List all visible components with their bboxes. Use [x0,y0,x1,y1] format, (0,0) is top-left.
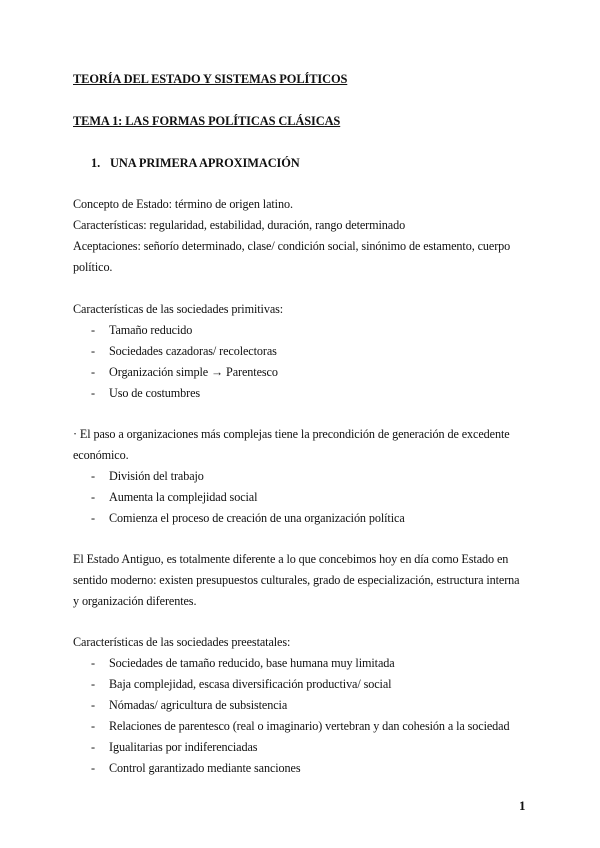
concepto-line: Concepto de Estado: término de origen latino. [73,197,293,211]
bullet-dash: - [91,344,96,358]
antiguo-line-3: y organización diferentes. [73,594,197,608]
list-item: Igualitarias por indiferenciadas [109,740,258,754]
list-item: Sociedades cazadoras/ recolectoras [109,344,277,358]
bullet-dash: - [91,323,96,337]
tema-heading: TEMA 1: LAS FORMAS POLÍTICAS CLÁSICAS [73,114,341,128]
bullet-dash: - [91,469,96,483]
bullet-dash: - [91,761,96,775]
list-item: Nómadas/ agricultura de subsistencia [109,698,288,712]
antiguo-line-2: sentido moderno: existen presupuestos culturales, grado de especialización, estructura interna [73,573,520,587]
preestatales-heading: Características de las sociedades preestatales: [73,635,291,649]
bullet-dash: - [91,719,96,733]
list-item: Comienza el proceso de creación de una organización política [109,511,405,525]
list-item: Relaciones de parentesco (real o imaginario) vertebran y dan cohesión a la sociedad [109,719,510,733]
bullet-dash: - [91,656,96,670]
section-number: 1. [91,156,101,170]
list-item: Aumenta la complejidad social [109,490,258,504]
list-item: Sociedades de tamaño reducido, base humana muy limitada [109,656,395,670]
list-item: Baja complejidad, escasa diversificación productiva/ social [109,677,392,691]
antiguo-line-1: El Estado Antiguo, es totalmente diferente a lo que concebimos hoy en día como Estado en [73,552,509,566]
list-item: División del trabajo [109,469,204,483]
section-heading: UNA PRIMERA APROXIMACIÓN [110,156,300,170]
list-item: Control garantizado mediante sanciones [109,761,301,775]
list-item: Uso de costumbres [109,386,201,400]
bullet-dash: - [91,386,96,400]
primitivas-heading: Características de las sociedades primitivas: [73,302,284,316]
list-item: Tamaño reducido [109,323,193,337]
bullet-dash: - [91,698,96,712]
bullet-dash: - [91,365,96,379]
document-title: TEORÍA DEL ESTADO Y SISTEMAS POLÍTICOS [73,72,348,86]
aceptaciones-line-1: Aceptaciones: señorío determinado, clase/ condición social, sinónimo de estamento, cuerpo [73,239,511,253]
paso-line-1: · El paso a organizaciones más complejas tiene la precondición de generación de excedente [73,427,510,441]
paso-line-2: económico. [73,448,129,462]
page-number: 1 [519,798,526,813]
bullet-dash: - [91,490,96,504]
bullet-dash: - [91,740,96,754]
bullet-dash: - [91,677,96,691]
aceptaciones-line-2: político. [73,260,113,274]
bullet-dash: - [91,511,96,525]
list-item: Organización simple → Parentesco [109,365,278,379]
caracteristicas-line: Características: regularidad, estabilidad, duración, rango determinado [73,218,406,232]
